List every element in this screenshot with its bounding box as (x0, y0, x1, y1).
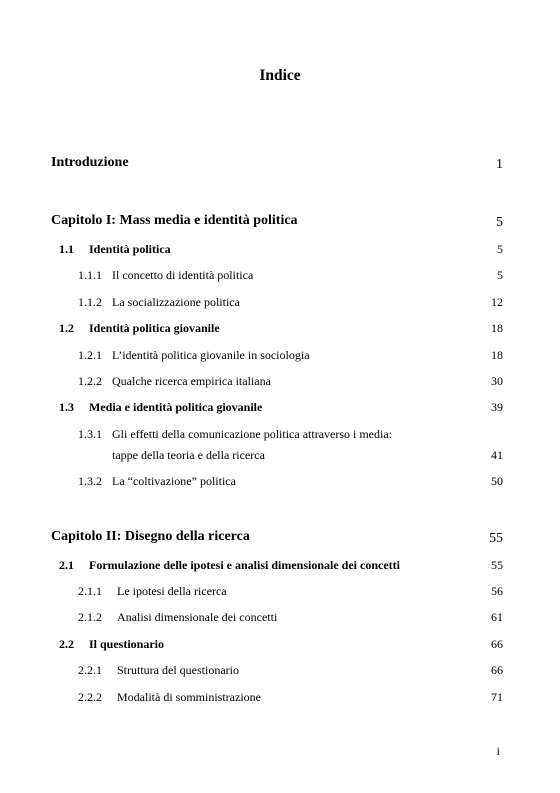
toc-section-label: Formulazione delle ipotesi e analisi dimensionale dei concetti (89, 558, 400, 572)
toc-subsection-label: Il concetto di identità politica (112, 268, 254, 282)
toc-section-number: 1.3 (59, 400, 74, 414)
toc-subsection-number: 1.1.2 (78, 295, 102, 309)
toc-subsection-number: 1.2.2 (78, 374, 102, 388)
toc-subsection-label: Gli effetti della comunicazione politica attraverso i media: (112, 427, 393, 441)
toc-page-number: 55 (491, 558, 503, 572)
toc-subsection-label: Modalità di somministrazione (117, 690, 261, 704)
toc-subsection-number: 2.2.2 (78, 690, 102, 704)
footer-page-number: i (496, 744, 500, 758)
toc-page-number: 66 (491, 637, 503, 651)
page-title: Indice (259, 67, 301, 84)
toc-chapter-label: Capitolo II: Disegno della ricerca (51, 529, 250, 544)
toc-subsection-label-continued: tappe della teoria e della ricerca (112, 448, 265, 462)
toc-page-number: 1 (496, 157, 503, 172)
toc-subsection-label: Analisi dimensionale dei concetti (117, 610, 278, 624)
toc-page-number: 12 (491, 295, 503, 309)
toc-page-number: 5 (497, 242, 503, 256)
toc-page-number: 5 (496, 215, 503, 230)
toc-page-number: 71 (491, 690, 503, 704)
toc-page-number: 61 (491, 610, 503, 624)
toc-subsection-label: La socializzazione politica (112, 295, 240, 309)
toc-page-number: 18 (491, 321, 503, 335)
toc-section-number: 1.1 (59, 242, 74, 256)
toc-subsection-number: 1.3.2 (78, 474, 102, 488)
toc-section-number: 2.2 (59, 637, 74, 651)
toc-section-number: 1.2 (59, 321, 74, 335)
toc-subsection-number: 2.1.2 (78, 610, 102, 624)
toc-page-number: 50 (491, 474, 503, 488)
toc-section-label: Il questionario (89, 637, 165, 651)
toc-section-number: 2.1 (59, 558, 74, 572)
toc-section-label: Identità politica giovanile (89, 321, 220, 335)
toc-subsection-number: 2.1.1 (78, 584, 102, 598)
toc-subsection-label: Qualche ricerca empirica italiana (112, 374, 271, 388)
toc-subsection-number: 1.3.1 (78, 427, 102, 441)
toc-page-number: 41 (491, 448, 503, 462)
toc-chapter-label: Capitolo I: Mass media e identità politica (51, 213, 298, 228)
toc-subsection-number: 1.2.1 (78, 348, 102, 362)
toc-subsection-number: 1.1.1 (78, 268, 102, 282)
toc-page-number: 18 (491, 348, 503, 362)
toc-subsection-number: 2.2.1 (78, 663, 102, 677)
toc-page-number: 5 (497, 268, 503, 282)
toc-subsection-label: L’identità politica giovanile in sociologia (112, 348, 310, 362)
toc-page-number: 55 (489, 531, 503, 546)
toc-page-number: 56 (491, 584, 503, 598)
toc-section-label: Media e identità politica giovanile (89, 400, 263, 414)
toc-chapter-label: Introduzione (51, 155, 129, 170)
toc-page-number: 39 (491, 400, 503, 414)
toc-page-number: 66 (491, 663, 503, 677)
toc-subsection-label: Le ipotesi della ricerca (117, 584, 227, 598)
toc-page-number: 30 (491, 374, 503, 388)
toc-subsection-label: La “coltivazione” politica (112, 474, 236, 488)
toc-section-label: Identità politica (89, 242, 171, 256)
toc-subsection-label: Struttura del questionario (117, 663, 239, 677)
